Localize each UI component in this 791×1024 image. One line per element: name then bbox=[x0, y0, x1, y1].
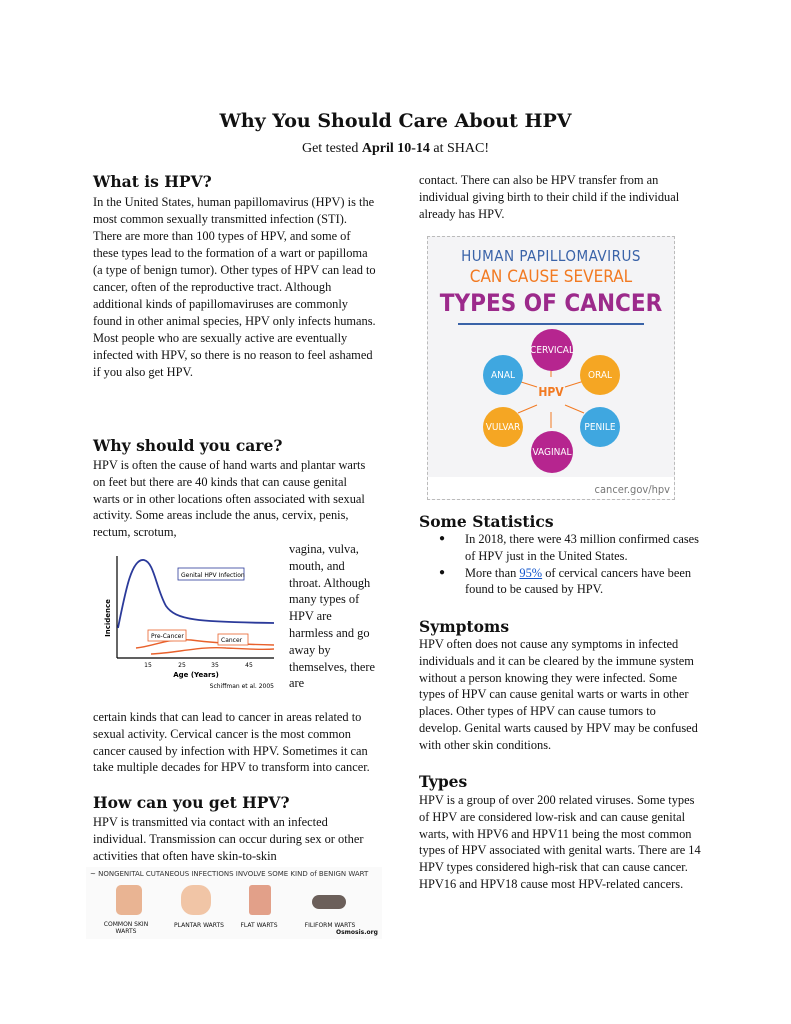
stat-link[interactable]: 95% bbox=[519, 565, 543, 580]
wart-label: PLANTAR WARTS bbox=[174, 922, 224, 929]
how-body: HPV is transmitted via contact with an infected individual. Transmission can occur during sex or other activities that often have skin-to-skin bbox=[93, 815, 364, 863]
vulvar-node: VULVAR bbox=[483, 407, 523, 447]
types-body: HPV is a group of over 200 related viruses. Some types of HPV are considered low-risk and can cause genital warts, with HPV6 and HPV11 being the most common types of HPV associated with genital warts. There are 14 HPV types considered high-risk that can cause cancer. HPV16 and HPV18 cause most HPV-related cancers. bbox=[419, 793, 701, 891]
how-heading: How can you get HPV? bbox=[93, 793, 290, 812]
warts-credit: Osmosis.org bbox=[336, 929, 378, 936]
genital-label: Genital HPV Infection bbox=[181, 572, 245, 579]
wart-label: COMMON SKIN WARTS bbox=[103, 921, 149, 935]
card-line1: HUMAN PAPILLOMAVIRUS bbox=[461, 247, 641, 265]
types-heading: Types bbox=[419, 772, 468, 791]
symptoms-heading: Symptoms bbox=[419, 617, 510, 636]
filiform-wart-image bbox=[312, 895, 346, 909]
penile-node: PENILE bbox=[580, 407, 620, 447]
stats-list bbox=[419, 531, 701, 598]
test-dates: April 10-14 bbox=[361, 141, 430, 156]
what-body: In the United States, human papillomavirus (HPV) is the most common sexually transmitted infection (STI). There are more than 100 types of HPV, and some of these types lead to the formation of a wart or papilloma (a type of benign tumor). Other types of HPV can lead to cancer, often of the reproductive tract. Although additional kinds of papillomaviruses are commonly found in other animal species, HPV only infects humans. Most people who are sexually active are eventually infected with HPV, so there is no reason to feel ashamed if you also get HPV. bbox=[93, 195, 376, 379]
hpv-cancer-infographic bbox=[427, 236, 675, 500]
tick-label: 15 bbox=[144, 662, 152, 669]
card-line2: CAN CAUSE SEVERAL bbox=[469, 267, 633, 287]
cancer-label: Cancer bbox=[221, 637, 243, 644]
flat-wart-image bbox=[249, 885, 271, 915]
tick-label: 45 bbox=[245, 662, 253, 669]
page-title: Why You Should Care About HPV bbox=[219, 110, 572, 132]
cervical-node: CERVICAL bbox=[531, 329, 573, 371]
wart-label: FLAT WARTS bbox=[240, 922, 278, 929]
stat-item: ● In 2018, there were 43 million confirmed cases of HPV just in the United States. bbox=[419, 531, 701, 565]
vaginal-node: VAGINAL bbox=[531, 431, 573, 473]
card-line3: TYPES OF CANCER bbox=[439, 289, 663, 317]
card-center-label: HPV bbox=[538, 385, 564, 399]
care-body-bottom: certain kinds that can lead to cancer in areas related to sexual activity. Cervical cancer is the most common cancer caused by infection with HPV. Sometimes it can take multiple decades for HPV to transform into cancer. bbox=[93, 710, 370, 775]
oral-node: ORAL bbox=[580, 355, 620, 395]
care-body-side: vagina, vulva, mouth, and throat. Although many types of HPV are harmless and go away by themselves, there are bbox=[289, 542, 376, 691]
page-subtitle: Get tested April 10-14 at SHAC! bbox=[301, 141, 490, 156]
plantar-wart-image bbox=[181, 885, 211, 915]
wart-label: FILIFORM WARTS bbox=[304, 922, 356, 929]
precancer-label: Pre-Cancer bbox=[151, 633, 184, 640]
chart-ylabel: Incidence bbox=[104, 599, 112, 637]
cancer-curve bbox=[151, 648, 274, 654]
stats-heading: Some Statistics bbox=[419, 512, 554, 531]
warts-illustration bbox=[86, 867, 382, 939]
tick-label: 25 bbox=[178, 662, 186, 669]
card-source: cancer.gov/hpv bbox=[594, 483, 670, 496]
care-heading: Why should you care? bbox=[93, 436, 283, 455]
stat-item: ● More than 95% of cervical cancers have been found to be caused by HPV. bbox=[419, 565, 701, 599]
skin-wart-image bbox=[116, 885, 142, 915]
warts-banner: ~ NONGENITAL CUTANEOUS INFECTIONS INVOLVE SOME KIND of BENIGN WART bbox=[90, 870, 369, 878]
incidence-chart bbox=[96, 548, 286, 693]
care-body-top: HPV is often the cause of hand warts and plantar warts on feet but there are 40 kinds that can cause genital warts or in other locations often associated with sexual activity. Some areas include the anus, cervix, penis, rectum, scrotum, bbox=[93, 458, 366, 540]
chart-credit: Schiffman et al. 2005 bbox=[209, 683, 274, 690]
tick-label: 35 bbox=[211, 662, 219, 669]
symptoms-body: HPV often does not cause any symptoms in infected individuals and it can be cleared by the immune system without a person knowing they were infected. Some types of HPV can cause genital warts or warts in other places. Other types of HPV can cause tumors to develop. Genital warts caused by HPV may be confused with other skin conditions. bbox=[419, 637, 698, 752]
what-heading: What is HPV? bbox=[93, 172, 212, 191]
anal-node: ANAL bbox=[483, 355, 523, 395]
how-body-continued: contact. There can also be HPV transfer from an individual giving birth to their child if the individual already has HPV. bbox=[419, 173, 680, 221]
chart-xlabel: Age (Years) bbox=[173, 671, 219, 679]
